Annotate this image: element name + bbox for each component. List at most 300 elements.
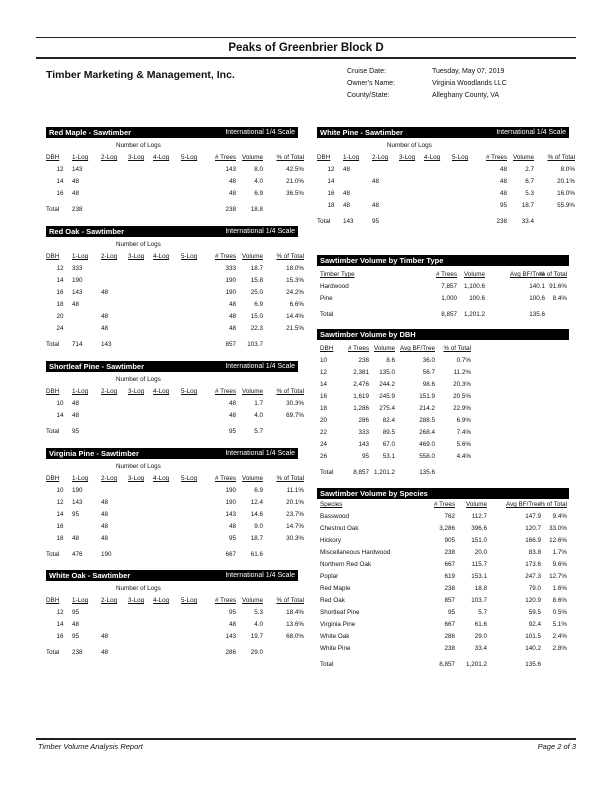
table-cell: 6.9 — [254, 190, 263, 197]
column-header: 5-Log — [181, 154, 198, 161]
total-cell: 135.6 — [419, 469, 435, 476]
table-cell: Chestnut Oak — [320, 525, 359, 532]
total-cell: 857 — [225, 341, 236, 348]
table-cell: 6.9 — [254, 487, 263, 494]
table-cell: 48 — [228, 178, 236, 185]
table-cell: 143 — [358, 441, 369, 448]
table-cell: 6.9% — [456, 417, 471, 424]
species-table-title: Virginia Pine - Sawtimber — [49, 449, 139, 458]
table-cell: White Pine — [320, 645, 351, 652]
species-table-header — [46, 448, 298, 459]
table-cell: 143 — [72, 499, 83, 506]
table-cell: 36.0 — [422, 357, 435, 364]
table-cell: 2.8% — [552, 645, 567, 652]
column-header: 2-Log — [101, 475, 118, 482]
table-cell: 48 — [101, 511, 109, 518]
table-cell: 10 — [320, 357, 328, 364]
table-cell: 6.6% — [289, 301, 304, 308]
table-cell: 48 — [228, 400, 236, 407]
table-cell: 95 — [361, 453, 369, 460]
column-header: Volume — [241, 597, 263, 604]
column-header: DBH — [46, 597, 60, 604]
table-cell: 12 — [56, 499, 64, 506]
table-cell: 20.1% — [557, 178, 575, 185]
total-cell: 238 — [72, 649, 83, 656]
table-cell: 30.3% — [286, 400, 304, 407]
table-cell: 5.3 — [525, 190, 534, 197]
table-cell: 1,286 — [353, 405, 369, 412]
table-cell: 21.5% — [286, 325, 304, 332]
column-header: # Trees — [348, 345, 369, 352]
table-cell: 247.3 — [525, 573, 541, 580]
total-cell: Total — [46, 206, 60, 213]
table-cell: 238 — [444, 549, 455, 556]
table-cell: 2.7 — [525, 166, 534, 173]
total-cell: 8,857 — [353, 469, 369, 476]
column-header: 3-Log — [128, 597, 145, 604]
total-cell: Total — [46, 341, 60, 348]
table-cell: 22.9% — [453, 405, 471, 412]
number-of-logs-label: Number of Logs — [387, 142, 432, 149]
table-cell: 14.7% — [286, 523, 304, 530]
table-cell: 143 — [225, 511, 236, 518]
table-cell: 238 — [358, 357, 369, 364]
number-of-logs-label: Number of Logs — [116, 585, 161, 592]
column-header: 5-Log — [181, 388, 198, 395]
table-cell: 12 — [320, 369, 328, 376]
table-cell: 48 — [72, 412, 80, 419]
table-cell: 4.0 — [254, 178, 263, 185]
table-cell: 396.6 — [471, 525, 487, 532]
table-cell: 89.5 — [382, 429, 395, 436]
table-cell: 16.0% — [557, 190, 575, 197]
total-cell: Total — [320, 661, 334, 668]
table-cell: 667 — [444, 621, 455, 628]
table-cell: 20 — [56, 313, 64, 320]
total-cell: 103.7 — [247, 341, 263, 348]
summary-table-header — [317, 329, 569, 340]
table-cell: 48 — [228, 523, 236, 530]
column-header: % of Total — [443, 345, 471, 352]
table-cell: 15.8 — [250, 277, 263, 284]
column-header: # Trees — [215, 597, 236, 604]
column-header: % of Total — [539, 271, 567, 278]
table-cell: 18 — [56, 535, 64, 542]
total-cell: 667 — [225, 551, 236, 558]
table-cell: 18 — [320, 405, 328, 412]
table-cell: 1.7 — [254, 400, 263, 407]
table-cell: 48 — [372, 178, 380, 185]
table-cell: 8.0 — [254, 166, 263, 173]
table-cell: 95 — [72, 609, 80, 616]
table-cell: Virginia Pine — [320, 621, 356, 628]
scale-label: International 1/4 Scale — [496, 129, 566, 136]
table-cell: 190 — [225, 277, 236, 284]
cruise-date-label: Cruise Date: — [347, 68, 386, 75]
column-header: % of Total — [276, 154, 304, 161]
table-cell: 14 — [56, 277, 64, 284]
column-header: Species — [320, 501, 343, 508]
table-cell: 14.6 — [250, 511, 263, 518]
table-cell: 151.9 — [419, 393, 435, 400]
table-cell: 190 — [225, 487, 236, 494]
table-cell: 151.0 — [471, 537, 487, 544]
column-header: 4-Log — [153, 154, 170, 161]
table-cell: 8.6 — [386, 357, 395, 364]
table-cell: 68.0% — [286, 633, 304, 640]
table-cell: 10 — [56, 400, 64, 407]
table-cell: 1,100.6 — [463, 283, 485, 290]
column-header: Volume — [373, 345, 395, 352]
species-table-title: Red Maple - Sawtimber — [49, 128, 132, 137]
column-header: 3-Log — [128, 388, 145, 395]
table-cell: 16 — [56, 190, 64, 197]
table-cell: 7.4% — [456, 429, 471, 436]
table-cell: 7,857 — [441, 283, 457, 290]
county-label: County/State: — [347, 92, 390, 99]
table-cell: 469.0 — [419, 441, 435, 448]
table-cell: 48 — [228, 301, 236, 308]
number-of-logs-label: Number of Logs — [116, 241, 161, 248]
table-cell: 286 — [358, 417, 369, 424]
table-cell: 190 — [72, 277, 83, 284]
table-cell: Red Maple — [320, 585, 351, 592]
column-header: 2-Log — [101, 597, 118, 604]
table-cell: 20 — [320, 417, 328, 424]
table-cell: 1.7% — [552, 549, 567, 556]
footer-page-number: Page 2 of 3 — [537, 742, 576, 751]
table-cell: 4.0 — [254, 621, 263, 628]
company-name: Timber Marketing & Management, Inc. — [46, 69, 235, 81]
table-cell: 288.5 — [419, 417, 435, 424]
column-header: 2-Log — [101, 253, 118, 260]
table-cell: 1.6% — [552, 585, 567, 592]
table-cell: 275.4 — [379, 405, 395, 412]
table-cell: 0.5% — [552, 609, 567, 616]
table-cell: 101.5 — [525, 633, 541, 640]
table-cell: 18.4% — [286, 609, 304, 616]
table-cell: 166.9 — [525, 537, 541, 544]
table-cell: 48 — [228, 621, 236, 628]
table-cell: 16 — [327, 190, 335, 197]
table-cell: 18.7 — [250, 265, 263, 272]
column-header: 1-Log — [72, 253, 89, 260]
table-cell: 12 — [56, 166, 64, 173]
table-cell: 30.3% — [286, 535, 304, 542]
number-of-logs-label: Number of Logs — [116, 376, 161, 383]
table-cell: 48 — [228, 412, 236, 419]
table-cell: 115.7 — [471, 561, 487, 568]
table-cell: 95 — [72, 633, 80, 640]
column-header: Volume — [465, 501, 487, 508]
table-cell: Hickory — [320, 537, 341, 544]
table-cell: 9.0 — [254, 523, 263, 530]
summary-table-title: Sawtimber Volume by DBH — [320, 330, 416, 339]
total-cell: 8,857 — [439, 661, 455, 668]
table-cell: 12.7% — [549, 573, 567, 580]
column-header: 3-Log — [128, 154, 145, 161]
table-cell: 15.3% — [286, 277, 304, 284]
table-cell: 48 — [499, 190, 507, 197]
table-cell: 95 — [228, 535, 236, 542]
total-cell: 238 — [225, 206, 236, 213]
number-of-logs-label: Number of Logs — [116, 142, 161, 149]
species-table-title: Red Oak - Sawtimber — [49, 227, 125, 236]
column-header: Volume — [241, 253, 263, 260]
table-cell: 92.4 — [528, 621, 541, 628]
table-cell: White Oak — [320, 633, 350, 640]
total-cell: 135.6 — [529, 311, 545, 318]
total-cell: Total — [46, 428, 60, 435]
table-cell: 143 — [225, 166, 236, 173]
table-cell: 48 — [72, 178, 80, 185]
column-header: DBH — [46, 154, 60, 161]
total-cell: 48 — [101, 649, 109, 656]
table-cell: 11.2% — [453, 369, 471, 376]
table-cell: 190 — [225, 289, 236, 296]
table-cell: 11.1% — [286, 487, 304, 494]
table-cell: 190 — [225, 499, 236, 506]
table-cell: 25.0 — [250, 289, 263, 296]
table-cell: 16 — [320, 393, 328, 400]
table-cell: 24.2% — [286, 289, 304, 296]
table-cell: 48 — [101, 633, 109, 640]
table-cell: 140.2 — [525, 645, 541, 652]
column-header: 1-Log — [72, 154, 89, 161]
owner-label: Owner's Name: — [347, 80, 396, 87]
table-cell: 333 — [72, 265, 83, 272]
column-header: DBH — [46, 253, 60, 260]
column-header: % of Total — [276, 253, 304, 260]
scale-label: International 1/4 Scale — [225, 450, 295, 457]
total-cell: Total — [320, 311, 334, 318]
report-title: Peaks of Greenbrier Block D — [228, 42, 384, 54]
total-cell: 714 — [72, 341, 83, 348]
column-header: Timber Type — [320, 271, 355, 278]
table-cell: 56.7 — [422, 369, 435, 376]
table-cell: 23.7% — [286, 511, 304, 518]
table-cell: 173.6 — [525, 561, 541, 568]
scale-label: International 1/4 Scale — [225, 572, 295, 579]
table-cell: 5.7 — [478, 609, 487, 616]
table-cell: 14 — [327, 178, 335, 185]
table-cell: 5.6% — [456, 441, 471, 448]
column-header: 1-Log — [72, 597, 89, 604]
table-cell: 14 — [56, 621, 64, 628]
species-table-header — [46, 127, 298, 138]
table-cell: 55.9% — [557, 202, 575, 209]
table-cell: 14 — [56, 178, 64, 185]
table-cell: 18.0% — [286, 265, 304, 272]
table-cell: 83.8 — [528, 549, 541, 556]
county-state: Alleghany County, VA — [432, 92, 500, 99]
column-header: 2-Log — [101, 388, 118, 395]
table-cell: 15.0 — [250, 313, 263, 320]
column-header: Avg BF/Tree — [510, 271, 545, 278]
table-cell: 333 — [225, 265, 236, 272]
table-cell: 22.3 — [250, 325, 263, 332]
total-cell: 190 — [101, 551, 112, 558]
table-cell: 120.9 — [525, 597, 541, 604]
table-cell: 16 — [56, 523, 64, 530]
table-cell: 20.1% — [286, 499, 304, 506]
table-cell: Shortleaf Pine — [320, 609, 360, 616]
column-header: % of Total — [276, 475, 304, 482]
table-cell: 143 — [225, 633, 236, 640]
column-header: # Trees — [436, 271, 457, 278]
table-cell: 9.6% — [552, 561, 567, 568]
table-cell: 100.6 — [529, 295, 545, 302]
column-header: # Trees — [215, 154, 236, 161]
table-cell: 1,619 — [353, 393, 369, 400]
table-cell: 103.7 — [471, 597, 487, 604]
table-cell: 244.2 — [379, 381, 395, 388]
column-header: # Trees — [215, 253, 236, 260]
table-cell: 12 — [56, 265, 64, 272]
table-cell: 2.4% — [552, 633, 567, 640]
column-header: Volume — [241, 388, 263, 395]
column-header: 4-Log — [424, 154, 441, 161]
column-header: 4-Log — [153, 253, 170, 260]
total-cell: 135.6 — [525, 661, 541, 668]
table-cell: 12 — [56, 609, 64, 616]
total-cell: 18.8 — [250, 206, 263, 213]
table-cell: 48 — [72, 400, 80, 407]
table-cell: 238 — [444, 585, 455, 592]
table-cell: 2,381 — [353, 369, 369, 376]
column-header: 5-Log — [452, 154, 469, 161]
table-cell: Basswood — [320, 513, 350, 520]
table-cell: 147.9 — [525, 513, 541, 520]
table-cell: 4.4% — [456, 453, 471, 460]
table-cell: 24 — [56, 325, 64, 332]
column-header: Volume — [463, 271, 485, 278]
total-cell: 29.0 — [250, 649, 263, 656]
column-header: 5-Log — [181, 475, 198, 482]
table-cell: 245.9 — [379, 393, 395, 400]
column-header: Avg BF/Tree — [400, 345, 435, 352]
table-cell: 16 — [56, 633, 64, 640]
table-cell: 20.5% — [453, 393, 471, 400]
table-cell: 8.0% — [560, 166, 575, 173]
table-cell: 48 — [101, 523, 109, 530]
table-cell: 14 — [56, 412, 64, 419]
column-header: 1-Log — [343, 154, 360, 161]
table-cell: 18 — [327, 202, 335, 209]
table-cell: 48 — [72, 535, 80, 542]
total-cell: Total — [317, 218, 331, 225]
column-header: 1-Log — [72, 475, 89, 482]
table-cell: 8.6% — [552, 597, 567, 604]
table-cell: 14 — [56, 511, 64, 518]
table-cell: 2,476 — [353, 381, 369, 388]
species-table-header — [46, 226, 298, 237]
table-cell: 143 — [72, 166, 83, 173]
table-cell: 5.3 — [254, 609, 263, 616]
table-cell: 13.6% — [286, 621, 304, 628]
table-cell: 238 — [444, 645, 455, 652]
table-cell: 112.7 — [471, 513, 487, 520]
footer-report-name: Timber Volume Analysis Report — [38, 742, 143, 751]
table-cell: 48 — [101, 313, 109, 320]
table-cell: 48 — [72, 621, 80, 628]
summary-table-title: Sawtimber Volume by Timber Type — [320, 256, 444, 265]
table-cell: 82.4 — [382, 417, 395, 424]
column-header: 4-Log — [153, 597, 170, 604]
table-cell: 14 — [320, 381, 328, 388]
table-cell: 16 — [56, 289, 64, 296]
table-cell: 20.3% — [453, 381, 471, 388]
table-cell: 61.6 — [474, 621, 487, 628]
table-cell: 48 — [499, 166, 507, 173]
column-header: DBH — [46, 475, 60, 482]
total-cell: 1,201.2 — [373, 469, 395, 476]
table-cell: 8.4% — [552, 295, 567, 302]
table-cell: 558.0 — [419, 453, 435, 460]
table-cell: 9.4% — [552, 513, 567, 520]
table-cell: 667 — [444, 561, 455, 568]
number-of-logs-label: Number of Logs — [116, 463, 161, 470]
table-cell: 286 — [444, 633, 455, 640]
table-cell: 67.0 — [382, 441, 395, 448]
total-cell: 238 — [72, 206, 83, 213]
table-cell: 48 — [101, 499, 109, 506]
column-header: % of Total — [276, 388, 304, 395]
table-cell: 79.0 — [528, 585, 541, 592]
table-cell: 19.7 — [250, 633, 263, 640]
column-header: # Trees — [434, 501, 455, 508]
table-cell: 95 — [499, 202, 507, 209]
table-cell: 29.0 — [474, 633, 487, 640]
summary-table-title: Sawtimber Volume by Species — [320, 489, 428, 498]
table-cell: 95 — [228, 609, 236, 616]
total-cell: 143 — [343, 218, 354, 225]
column-header: DBH — [46, 388, 60, 395]
column-header: # Trees — [215, 475, 236, 482]
table-cell: 36.5% — [286, 190, 304, 197]
table-cell: Poplar — [320, 573, 339, 580]
table-cell: 140.1 — [529, 283, 545, 290]
table-cell: 48 — [72, 301, 80, 308]
table-cell: 21.0% — [286, 178, 304, 185]
table-cell: 48 — [101, 325, 109, 332]
table-cell: 762 — [444, 513, 455, 520]
table-cell: 268.4 — [419, 429, 435, 436]
table-cell: 0.7% — [456, 357, 471, 364]
owner-name: Virginia Woodlands LLC — [432, 80, 507, 87]
table-cell: 33.0% — [549, 525, 567, 532]
table-cell: 42.5% — [286, 166, 304, 173]
table-cell: 48 — [101, 535, 109, 542]
total-cell: Total — [320, 469, 334, 476]
table-cell: 26 — [320, 453, 328, 460]
table-cell: 18.8 — [474, 585, 487, 592]
table-cell: 135.0 — [379, 369, 395, 376]
column-header: DBH — [320, 345, 334, 352]
total-cell: 286 — [225, 649, 236, 656]
column-header: DBH — [317, 154, 331, 161]
table-cell: 14.4% — [286, 313, 304, 320]
table-cell: 6.9 — [254, 301, 263, 308]
table-cell: 18.7 — [521, 202, 534, 209]
table-cell: 69.7% — [286, 412, 304, 419]
table-cell: 12.4 — [250, 499, 263, 506]
column-header: % of Total — [276, 597, 304, 604]
column-header: 3-Log — [128, 475, 145, 482]
total-cell: 61.6 — [250, 551, 263, 558]
column-header: 2-Log — [101, 154, 118, 161]
column-header: 4-Log — [153, 388, 170, 395]
